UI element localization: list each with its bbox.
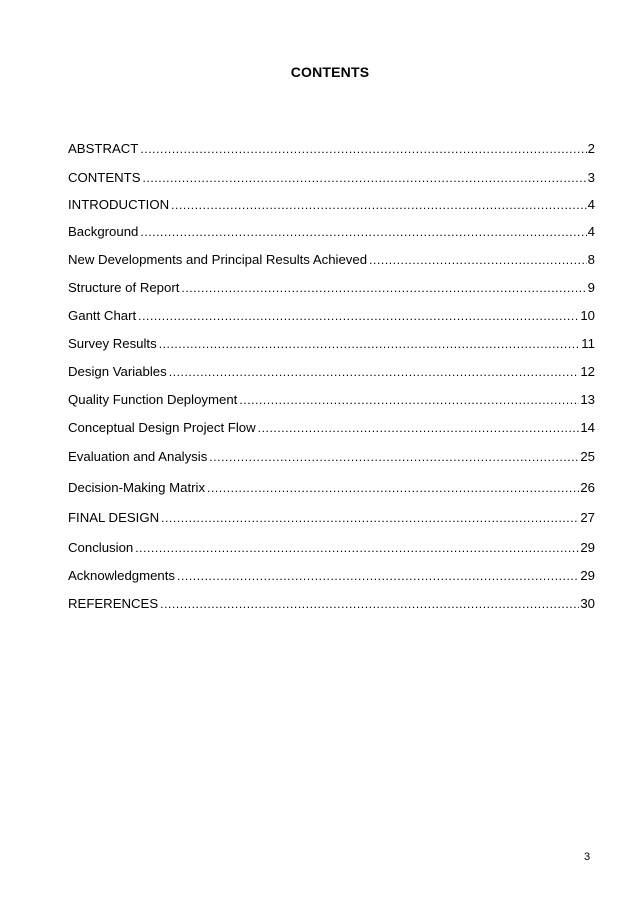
toc-entry-label: ABSTRACT xyxy=(68,141,139,156)
contents-heading: CONTENTS xyxy=(290,64,370,80)
toc-entry xyxy=(68,447,595,467)
toc-dot-leader xyxy=(138,306,579,326)
toc-dot-leader xyxy=(258,418,580,438)
toc-entry xyxy=(68,278,595,298)
toc-entry-label: New Developments and Principal Results Achieved xyxy=(68,252,368,267)
table-of-contents xyxy=(68,139,595,614)
toc-entry-label: Background xyxy=(68,224,139,239)
toc-entry-label: Gantt Chart xyxy=(68,308,137,323)
toc-dot-leader xyxy=(140,222,586,242)
toc-entry xyxy=(68,508,595,528)
toc-entry-page-number: 4 xyxy=(587,197,595,212)
toc-entry xyxy=(68,168,595,188)
toc-dot-leader xyxy=(135,538,579,558)
toc-entry xyxy=(68,222,595,242)
toc-entry-page-number: 29 xyxy=(580,568,595,583)
toc-entry-page-number: 27 xyxy=(580,510,595,525)
toc-entry xyxy=(68,594,595,614)
page-number: 3 xyxy=(584,851,591,863)
toc-dot-leader xyxy=(369,250,587,270)
toc-entry-label: Acknowledgments xyxy=(68,568,176,583)
toc-entry xyxy=(68,334,595,354)
toc-dot-leader xyxy=(169,362,580,382)
toc-entry xyxy=(68,139,595,159)
toc-entry-page-number: 4 xyxy=(587,224,595,239)
toc-entry-label: FINAL DESIGN xyxy=(68,510,160,525)
toc-entry-page-number: 25 xyxy=(580,449,595,464)
toc-dot-leader xyxy=(160,594,579,614)
toc-dot-leader xyxy=(181,278,586,298)
toc-entry-label: Conceptual Design Project Flow xyxy=(68,420,256,435)
toc-entry xyxy=(68,538,595,558)
toc-entry-page-number: 30 xyxy=(580,596,595,611)
toc-dot-leader xyxy=(207,478,579,498)
toc-entry xyxy=(68,362,595,382)
toc-entry-page-number: 13 xyxy=(580,392,595,407)
toc-entry xyxy=(68,390,595,410)
toc-dot-leader xyxy=(171,195,587,215)
toc-entry-label: CONTENTS xyxy=(68,170,141,185)
toc-entry xyxy=(68,418,595,438)
toc-entry-label: Evaluation and Analysis xyxy=(68,449,208,464)
toc-entry-label: Quality Function Deployment xyxy=(68,392,238,407)
toc-dot-leader xyxy=(239,390,579,410)
toc-entry xyxy=(68,195,595,215)
toc-entry xyxy=(68,250,595,270)
toc-entry-page-number: 14 xyxy=(580,420,595,435)
toc-entry-label: Survey Results xyxy=(68,336,157,351)
toc-entry-label: INTRODUCTION xyxy=(68,197,170,212)
toc-entry xyxy=(68,566,595,586)
toc-dot-leader xyxy=(161,508,579,528)
toc-entry-page-number: 3 xyxy=(587,170,595,185)
toc-dot-leader xyxy=(177,566,579,586)
toc-dot-leader xyxy=(140,139,586,159)
toc-entry-label: Decision-Making Matrix xyxy=(68,480,206,495)
toc-dot-leader xyxy=(143,168,587,188)
toc-entry-page-number: 10 xyxy=(580,308,595,323)
toc-entry-page-number: 2 xyxy=(587,141,595,156)
toc-dot-leader xyxy=(159,334,581,354)
toc-entry-label: Conclusion xyxy=(68,540,134,555)
toc-entry-page-number: 9 xyxy=(587,280,595,295)
toc-entry-label: Structure of Report xyxy=(68,280,180,295)
toc-entry xyxy=(68,306,595,326)
toc-entry-label: REFERENCES xyxy=(68,596,159,611)
toc-entry-label: Design Variables xyxy=(68,364,167,379)
toc-entry-page-number: 12 xyxy=(580,364,595,379)
toc-entry-page-number: 26 xyxy=(580,480,595,495)
toc-entry xyxy=(68,478,595,498)
toc-entry-page-number: 29 xyxy=(580,540,595,555)
toc-entry-page-number: 8 xyxy=(587,252,595,267)
toc-entry-page-number: 11 xyxy=(581,336,595,351)
toc-dot-leader xyxy=(209,447,579,467)
